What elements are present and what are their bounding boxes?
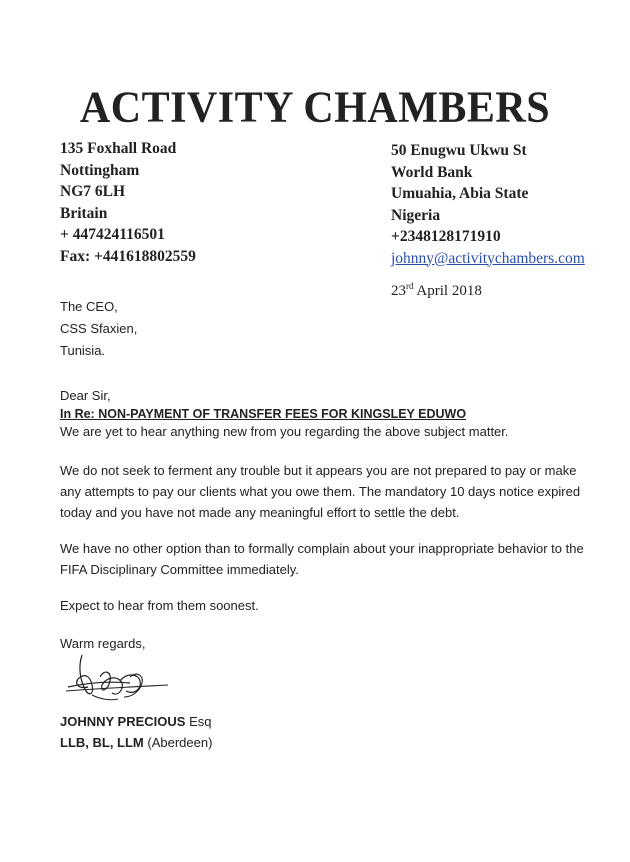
signatory-suffix: Esq bbox=[185, 714, 212, 729]
date-suffix: rd bbox=[406, 281, 414, 291]
signatory-name: JOHNNY PRECIOUS bbox=[60, 714, 186, 729]
uk-address-country: Britain bbox=[60, 204, 108, 222]
signatory-credentials-school: (Aberdeen) bbox=[143, 735, 213, 750]
salutation: Dear Sir, bbox=[60, 388, 111, 403]
uk-fax: Fax: +441618802559 bbox=[60, 247, 196, 265]
date-month-year: April 2018 bbox=[413, 283, 482, 299]
ng-address-country: Nigeria bbox=[391, 206, 441, 224]
signatory-credentials: LLB, BL, LLM bbox=[60, 735, 144, 750]
uk-address-city: Nottingham bbox=[60, 161, 140, 179]
ng-address-block bbox=[391, 140, 585, 269]
signatory-block bbox=[60, 711, 212, 753]
subject-line: In Re: NON-PAYMENT OF TRANSFER FEES FOR KINGSLEY EDUWO bbox=[60, 407, 467, 421]
recipient-line-1: The CEO, bbox=[60, 299, 118, 314]
letter-body bbox=[60, 296, 590, 654]
paragraph-1: We are yet to hear anything new from you regarding the above subject matter. bbox=[60, 424, 509, 439]
recipient-block bbox=[60, 296, 590, 362]
uk-address-postcode: NG7 6LH bbox=[60, 183, 126, 200]
paragraph-2: We do not seek to ferment any trouble but it appears you are not prepared to pay or make any attempts to pay our clients what you owe them. The mandatory 10 days notice expired today and you have not made any meaningful effort to settle the debt. bbox=[60, 463, 581, 520]
ng-address-city: Umuahia, Abia State bbox=[391, 185, 529, 202]
email-link[interactable]: johnny@activitychambers.com bbox=[391, 249, 585, 267]
paragraph-3: We have no other option than to formally complain about your inappropriate behavior to the FIFA Disciplinary Committee immediately. bbox=[60, 541, 584, 577]
uk-address-street: 135 Foxhall Road bbox=[60, 140, 177, 157]
uk-phone: + 447424116501 bbox=[60, 226, 165, 243]
date-day: 23 bbox=[391, 283, 406, 299]
ng-address-street: 50 Enugwu Ukwu St bbox=[391, 142, 527, 159]
paragraph-4: Expect to hear from them soonest. bbox=[60, 598, 259, 613]
signature-image bbox=[60, 647, 180, 707]
ng-phone: +2348128171910 bbox=[391, 228, 501, 245]
recipient-line-2: CSS Sfaxien, bbox=[60, 321, 138, 336]
uk-address-block bbox=[60, 138, 196, 267]
recipient-line-3: Tunisia. bbox=[60, 343, 106, 358]
letterhead-title: ACTIVITY CHAMBERS bbox=[79, 83, 551, 133]
ng-address-area: World Bank bbox=[391, 163, 473, 181]
closing: Warm regards, bbox=[60, 636, 146, 651]
